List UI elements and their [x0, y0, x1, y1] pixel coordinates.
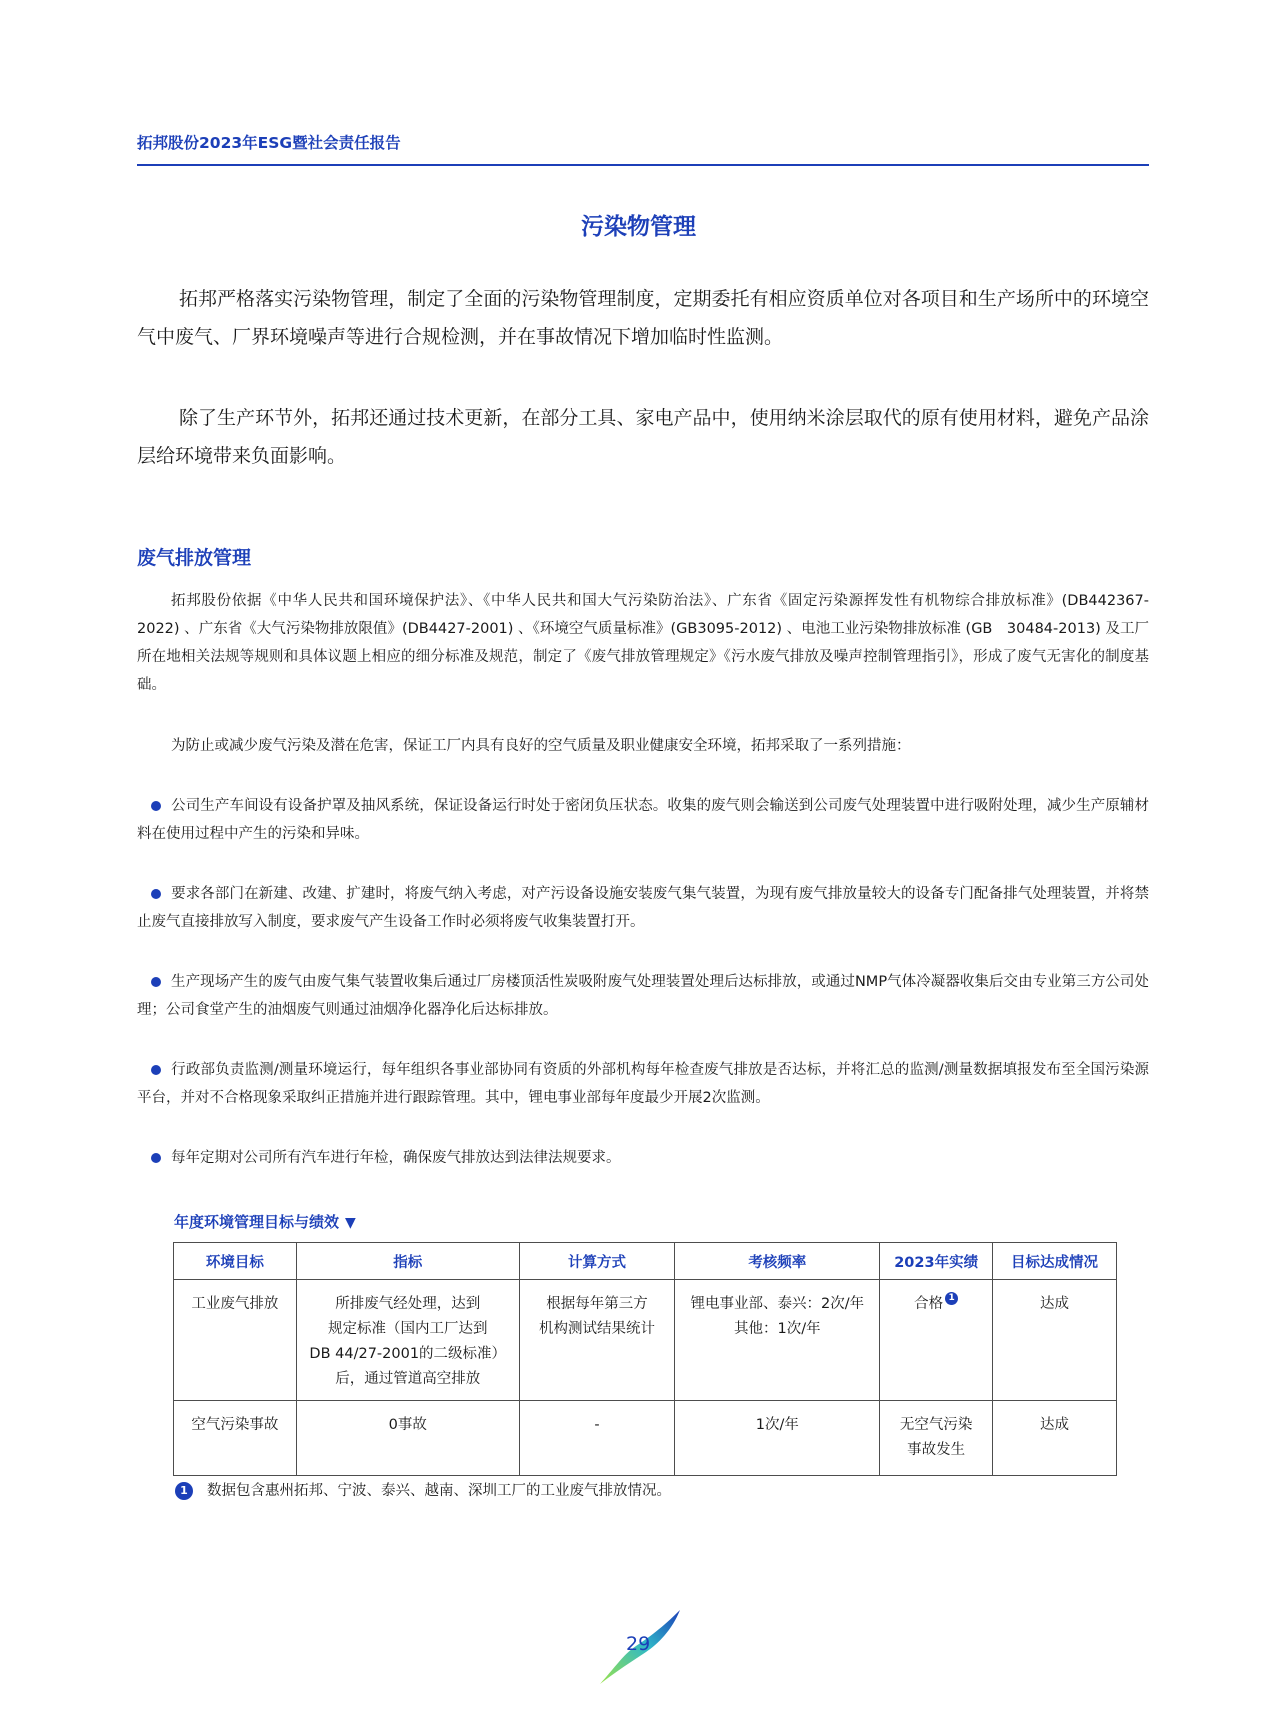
table-row	[174, 1401, 1117, 1476]
intro-paragraph-1: 拓邦严格落实污染物管理，制定了全面的污染物管理制度，定期委托有相应资质单位对各项目和生产场所中的环境空气中废气、厂界环境噪声等进行合规检测，并在事故情况下增加临时性监测。	[137, 288, 1149, 348]
column-header: 指标	[296, 1243, 519, 1280]
cell-frequency: 锂电事业部、泰兴：2次/年 其他：1次/年	[675, 1280, 880, 1401]
footnote-ref-icon: 1	[945, 1292, 958, 1305]
list-item: 公司生产车间设有设备护罩及抽风系统，保证设备运行时处于密闭负压状态。收集的废气则会输送到公司废气处理装置中进行吸附处理，减少生产原辅材料在使用过程中产生的污染和异味。	[137, 798, 1149, 842]
page-title: 污染物管理	[581, 214, 696, 240]
bullet-icon	[151, 1065, 161, 1075]
column-header: 目标达成情况	[993, 1243, 1117, 1280]
header-divider	[137, 164, 1149, 166]
section-heading: 废气排放管理	[137, 547, 252, 569]
body-paragraph-1: 拓邦股份依据《中华人民共和国环境保护法》、《中华人民共和国大气污染防治法》、广东省《固定污染源挥发性有机物综合排放标准》(DB442367-2022) 、广东省《大气污染物排放限值》(DB4427-2001) 、《环境空气质量标准》(GB3095-2012) 、电池工业污染物排放标准 (GB 30484-2013) 及工厂所在地相关法规等规则和具体议题上相应的细分标准及规范，制定了《废气排放管理规定》《污水废气排放及噪声控制管理指引》，形成了废气无害化的制度基础。	[137, 593, 1149, 693]
cell-status: 达成	[993, 1401, 1117, 1476]
column-header: 计算方式	[519, 1243, 675, 1280]
intro-paragraph-2: 除了生产环节外，拓邦还通过技术更新，在部分工具、家电产品中，使用纳米涂层取代的原有使用材料，避免产品涂层给环境带来负面影响。	[137, 407, 1149, 467]
body-paragraph-2: 为防止或减少废气污染及潜在危害，保证工厂内具有良好的空气质量及职业健康安全环境，拓邦采取了一系列措施：	[171, 738, 911, 754]
cell-target: 工业废气排放	[174, 1280, 297, 1401]
cell-method: -	[519, 1401, 675, 1476]
table-caption: 年度环境管理目标与绩效 ▼	[174, 1213, 356, 1231]
cell-result: 合格 1	[880, 1280, 993, 1401]
bullet-icon	[151, 889, 161, 899]
list-item: 每年定期对公司所有汽车进行年检，确保废气排放达到法律法规要求。	[137, 1144, 1149, 1172]
column-header: 2023年实绩	[880, 1243, 993, 1280]
triangle-down-icon: ▼	[345, 1215, 356, 1231]
table-row	[174, 1280, 1117, 1401]
list-item: 要求各部门在新建、改建、扩建时，将废气纳入考虑，对产污设备设施安装废气集气装置，为现有废气排放量较大的设备专门配备排气处理装置，并将禁止废气直接排放写入制度，要求废气产生设备工作时必须将废气收集装置打开。	[137, 886, 1149, 930]
page-number: 29	[626, 1633, 651, 1655]
column-header: 考核频率	[675, 1243, 880, 1280]
cell-target: 空气污染事故	[174, 1401, 297, 1476]
table-header-row	[174, 1243, 1117, 1280]
bullet-icon	[151, 1153, 161, 1163]
cell-result: 无空气污染 事故发生	[880, 1401, 993, 1476]
page-number-badge	[596, 1608, 686, 1686]
bullet-icon	[151, 977, 161, 987]
list-item: 生产现场产生的废气由废气集气装置收集后通过厂房楼顶活性炭吸附废气处理装置处理后达标排放，或通过NMP气体冷凝器收集后交由专业第三方公司处理；公司食堂产生的油烟废气则通过油烟净化器净化后达标排放。	[137, 974, 1149, 1018]
cell-method: 根据每年第三方 机构测试结果统计	[519, 1280, 675, 1401]
footnote: 1 数据包含惠州拓邦、宁波、泰兴、越南、深圳工厂的工业废气排放情况。	[175, 1479, 671, 1500]
column-header: 环境目标	[174, 1243, 297, 1280]
cell-indicator: 0事故	[296, 1401, 519, 1476]
cell-status: 达成	[993, 1280, 1117, 1401]
report-header-title: 拓邦股份2023年ESG暨社会责任报告	[137, 134, 401, 152]
footnote-marker-icon: 1	[175, 1482, 193, 1500]
list-item: 行政部负责监测/测量环境运行，每年组织各事业部协同有资质的外部机构每年检查废气排放是否达标，并将汇总的监测/测量数据填报发布至全国污染源平台，并对不合格现象采取纠正措施并进行跟踪管理。其中，锂电事业部每年度最少开展2次监测。	[137, 1062, 1149, 1106]
targets-table	[173, 1242, 1117, 1476]
cell-frequency: 1次/年	[675, 1401, 880, 1476]
bullet-icon	[151, 801, 161, 811]
cell-indicator: 所排废气经处理，达到 规定标准（国内工厂达到 DB 44/27-2001的二级标准） 后，通过管道高空排放	[296, 1280, 519, 1401]
